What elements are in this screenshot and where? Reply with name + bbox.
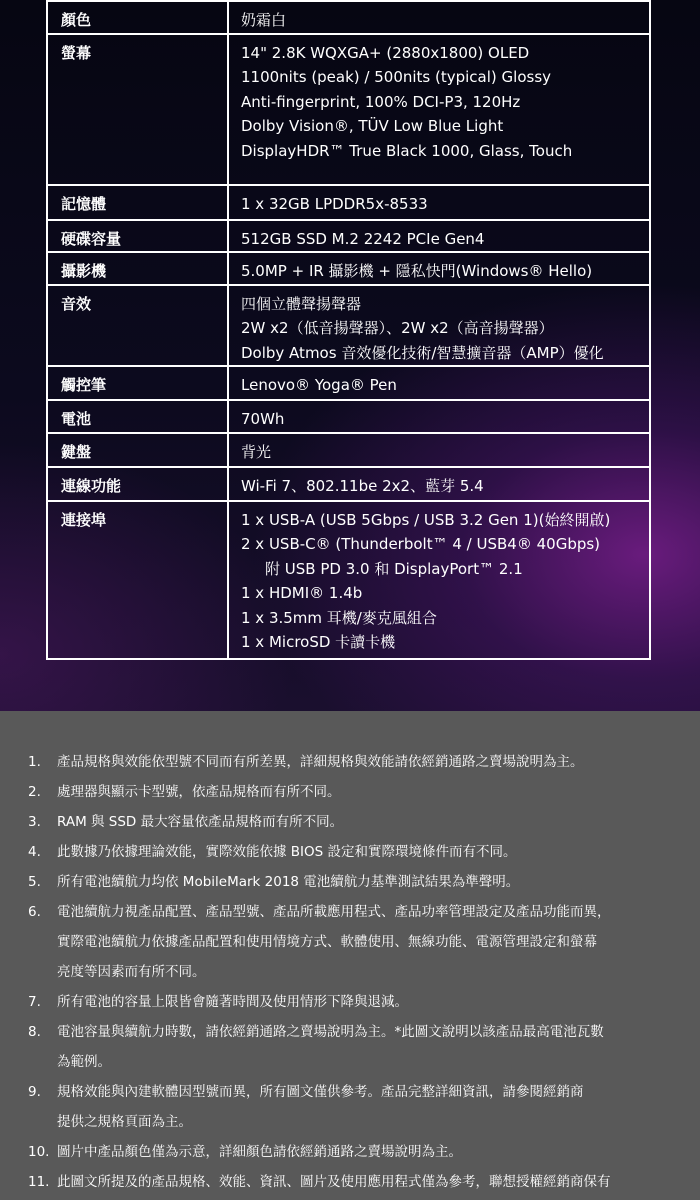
spec-value-line: 1 x 32GB LPDDR5x-8533 <box>241 194 428 213</box>
note-item <box>0 897 700 987</box>
spec-value-line: 背光 <box>241 442 272 461</box>
note-number: 4. <box>28 844 41 860</box>
spec-value-cell <box>228 1 650 34</box>
spec-value-line: 1 x HDMI® 1.4b <box>241 584 363 602</box>
spec-value-line: 1 x 3.5mm 耳機/麥克風組合 <box>241 608 437 627</box>
note-text: 此圖文所提及的產品規格、效能、資訊、圖片及使用應用程式僅為參考，聯想授權經銷商保有 <box>57 1174 611 1190</box>
spec-label: 鍵盤 <box>61 442 92 461</box>
spec-value-line: 5.0MP + IR 攝影機 + 隱私快門(Windows® Hello) <box>241 262 593 280</box>
note-text: 圖片中產品顏色僅為示意，詳細顏色請依經銷通路之賣場說明為主。 <box>57 1144 462 1160</box>
spec-label-cell <box>47 501 228 659</box>
spec-row <box>47 252 650 285</box>
spec-value-cell <box>228 252 650 285</box>
spec-value-line: Wi-Fi 7、802.11be 2x2、藍芽 5.4 <box>241 476 484 495</box>
note-text: RAM 與 SSD 最大容量依產品規格而有所不同。 <box>57 814 344 830</box>
spec-row <box>47 185 650 220</box>
spec-label: 電池 <box>61 410 92 428</box>
note-text: 規格效能與內建軟體因型號而異，所有圖文僅供參考。產品完整詳細資訊，請參閱經銷商 <box>57 1084 584 1100</box>
spec-row <box>47 366 650 400</box>
spec-label-cell <box>47 34 228 185</box>
note-text: 電池容量與續航力時數，請依經銷通路之賣場說明為主。*此圖文說明以該產品最高電池瓦數 <box>57 1024 604 1040</box>
note-text: 為範例。 <box>57 1054 111 1070</box>
spec-row <box>47 34 650 185</box>
spec-value-cell <box>228 400 650 433</box>
note-text: 實際電池續航力依據產品配置和使用情境方式、軟體使用、無線功能、電源管理設定和螢幕 <box>57 934 597 950</box>
note-number: 3. <box>28 814 41 830</box>
spec-label: 記憶體 <box>61 194 107 213</box>
spec-label-cell <box>47 400 228 433</box>
note-text: 提供之規格頁面為主。 <box>57 1114 192 1130</box>
note-text: 所有電池的容量上限皆會隨著時間及使用情形下降與退減。 <box>57 994 408 1010</box>
note-item <box>0 987 700 1017</box>
note-item <box>0 1077 700 1137</box>
spec-label: 硬碟容量 <box>61 229 122 248</box>
note-item <box>0 1167 700 1197</box>
spec-row <box>47 220 650 253</box>
spec-value-line: 1 x USB-A (USB 5Gbps / USB 3.2 Gen 1)(始終開啟) <box>241 510 611 529</box>
spec-label-cell <box>47 433 228 467</box>
spec-row <box>47 400 650 433</box>
spec-value-cell <box>228 285 650 367</box>
spec-value-cell <box>228 467 650 501</box>
spec-value-line: 2W x2（低音揚聲器）、2W x2（高音揚聲器） <box>241 319 554 337</box>
note-number: 6. <box>28 904 41 920</box>
spec-value-cell <box>228 501 650 659</box>
spec-label-cell <box>47 285 228 367</box>
note-item <box>0 867 700 897</box>
note-number: 10. <box>28 1144 50 1160</box>
spec-label-cell <box>47 467 228 501</box>
note-text: 此數據乃依據理論效能，實際效能依據 BIOS 設定和實際環境條件而有不同。 <box>57 844 517 860</box>
note-item <box>0 747 700 777</box>
spec-value-line: Dolby Vision®, TÜV Low Blue Light <box>241 117 504 135</box>
spec-value-line: 1 x MicroSD 卡讀卡機 <box>241 633 396 651</box>
spec-value-line: 附 USB PD 3.0 和 DisplayPort™ 2.1 <box>265 559 523 578</box>
notes-section <box>0 711 700 1200</box>
spec-value-line: DisplayHDR™ True Black 1000, Glass, Touch <box>241 141 573 160</box>
note-number: 5. <box>28 874 41 890</box>
note-item <box>0 807 700 837</box>
note-item <box>0 777 700 807</box>
note-text: 電池續航力視產品配置、產品型號、產品所載應用程式、產品功率管理設定及產品功能而異， <box>57 904 611 920</box>
note-number: 11. <box>28 1174 50 1190</box>
note-number: 1. <box>28 754 41 770</box>
spec-value-line: 奶霜白 <box>241 11 287 29</box>
spec-label-cell <box>47 185 228 220</box>
spec-label: 音效 <box>61 294 92 313</box>
spec-value-line: 512GB SSD M.2 2242 PCIe Gen4 <box>241 229 485 248</box>
spec-label: 顏色 <box>61 11 92 29</box>
spec-value-line: 14" 2.8K WQXGA+ (2880x1800) OLED <box>241 43 530 62</box>
spec-value-line: Lenovo® Yoga® Pen <box>241 376 397 394</box>
spec-row <box>47 467 650 501</box>
note-number: 8. <box>28 1024 41 1040</box>
spec-value-line: 70Wh <box>241 410 285 428</box>
spec-row <box>47 433 650 467</box>
note-number: 2. <box>28 784 41 800</box>
spec-value-cell <box>228 185 650 220</box>
spec-value-cell <box>228 34 650 185</box>
spec-label: 連接埠 <box>61 510 107 529</box>
spec-label-cell <box>47 1 228 34</box>
spec-value-line: Dolby Atmos 音效優化技術/智慧擴音器（AMP）優化 <box>241 343 604 362</box>
note-item <box>0 1137 700 1167</box>
note-item <box>0 837 700 867</box>
spec-label-cell <box>47 366 228 400</box>
note-text: 產品規格與效能依型號不同而有所差異，詳細規格與效能請依經銷通路之賣場說明為主。 <box>57 754 584 770</box>
note-number: 9. <box>28 1084 41 1100</box>
spec-value-line: 1100nits (peak) / 500nits (typical) Glossy <box>241 68 552 86</box>
note-text: 處理器與顯示卡型號，依產品規格而有所不同。 <box>57 784 341 800</box>
spec-value-cell <box>228 220 650 253</box>
spec-value-cell <box>228 366 650 400</box>
spec-label: 攝影機 <box>61 262 107 280</box>
note-number: 7. <box>28 994 41 1010</box>
note-item <box>0 1017 700 1077</box>
spec-label-cell <box>47 252 228 285</box>
note-text: 所有電池續航力均依 MobileMark 2018 電池續航力基準測試結果為準聲明。 <box>57 874 520 890</box>
spec-row <box>47 285 650 367</box>
spec-row <box>47 1 650 34</box>
notes-list <box>0 711 700 1197</box>
spec-table <box>46 0 651 660</box>
spec-row <box>47 501 650 659</box>
spec-label: 觸控筆 <box>61 376 107 394</box>
spec-value-line: Anti-fingerprint, 100% DCI-P3, 120Hz <box>241 92 521 111</box>
note-text: 亮度等因素而有所不同。 <box>57 964 206 980</box>
spec-value-cell <box>228 433 650 467</box>
spec-label-cell <box>47 220 228 253</box>
spec-value-line: 四個立體聲揚聲器 <box>241 294 362 313</box>
spec-label: 連線功能 <box>61 476 122 495</box>
spec-label: 螢幕 <box>61 43 92 62</box>
spec-value-line: 2 x USB-C® (Thunderbolt™ 4 / USB4® 40Gbps) <box>241 535 601 553</box>
